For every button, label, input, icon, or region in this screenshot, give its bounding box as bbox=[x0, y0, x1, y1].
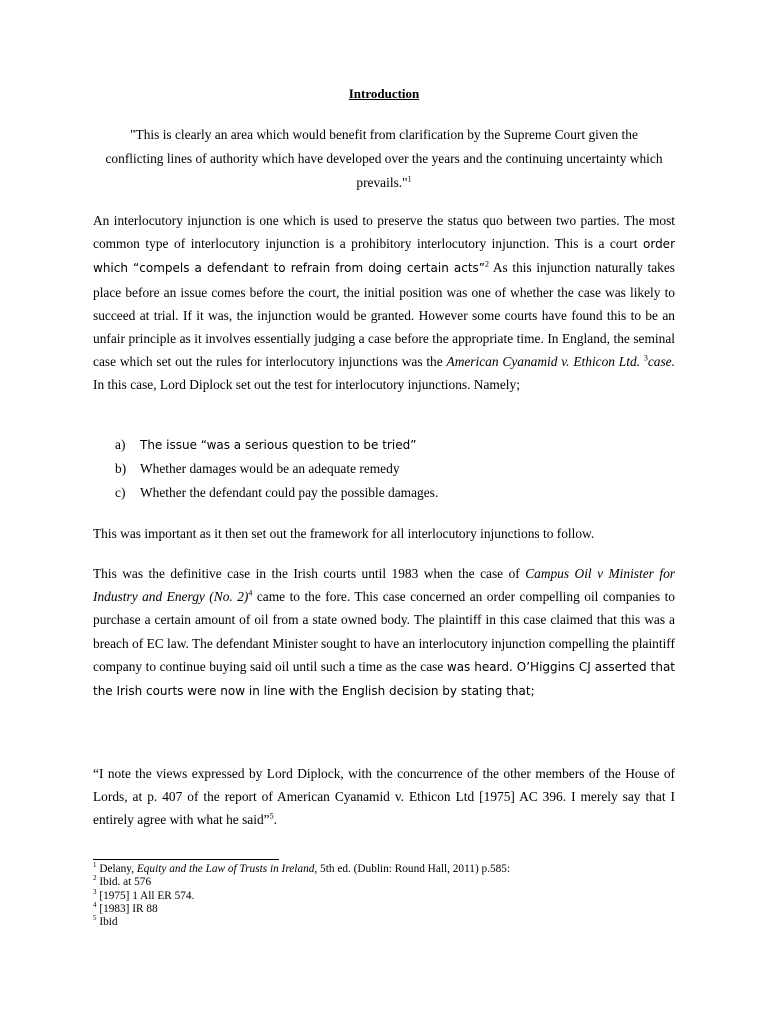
case-suffix: case. bbox=[647, 354, 675, 370]
case-name-american-cyanamid: American Cyanamid v. Ethicon Ltd. bbox=[446, 354, 641, 370]
footnote bbox=[93, 876, 673, 889]
footnote-text: Delany, bbox=[96, 863, 137, 875]
para1-text-c: As this injunction naturally takes place before an issue comes before the court, the initial position was one of whether the case was likely to succeed at trial. If it was, the injunction would be granted. However some courts have found this to be an unfair principle as it involves essentially judging a case before the appropriate time. In England, the seminal case which set out the rules for interlocutory injunctions was the bbox=[93, 260, 675, 370]
footnote bbox=[93, 903, 673, 916]
opening-quote bbox=[100, 123, 668, 195]
para3-text-c: was heard. O’Higgins CJ asserted that the Irish courts were now in line with the English decision by stating that; bbox=[93, 659, 676, 699]
footnotes bbox=[93, 863, 673, 929]
page-title: Introduction bbox=[348, 86, 420, 101]
para1-text-a: An interlocutory injunction is one which is used to preserve the status quo between two parties. The most common type of interlocutory injunction is a prohibitory interlocutory injunction. This is a court bbox=[93, 213, 675, 252]
list-item bbox=[115, 457, 675, 481]
footnote bbox=[93, 887, 673, 903]
case-name-campus-oil: Campus Oil v Minister for Industry and Energy (No. 2) bbox=[93, 566, 675, 605]
footnote-text: [1975] 1 All ER 574. bbox=[96, 889, 195, 902]
list-marker: c) bbox=[115, 485, 126, 500]
footnote-ref-3: 3 bbox=[643, 353, 648, 363]
quote-text: "This is clearly an area which would benefit from clarification by the Supreme Court given the conflicting lines of authority which have developed over the years and the continuing uncertainty which prevails." bbox=[105, 127, 663, 190]
para4-end: . bbox=[273, 812, 277, 828]
footnote-number: 2 bbox=[93, 874, 97, 883]
list-item bbox=[115, 481, 675, 505]
footnote-number: 3 bbox=[93, 887, 97, 896]
para1-text-d: In this case, Lord Diplock set out the test for interlocutory injunctions. Namely; bbox=[93, 377, 520, 393]
test-list bbox=[115, 433, 675, 505]
para3-text-a: This was the definitive case in the Irish courts until 1983 when the case of bbox=[93, 566, 526, 581]
paragraph-2: This was important as it then set out the framework for all interlocutory injunctions to follow. bbox=[93, 526, 595, 541]
paragraph-3 bbox=[93, 562, 675, 703]
list-item-text: Whether damages would be an adequate remedy bbox=[140, 461, 400, 476]
footnote-number: 1 bbox=[93, 861, 97, 870]
list-item-text: Whether the defendant could pay the possible damages. bbox=[140, 485, 439, 500]
footnote-text: , 5th ed. (Dublin: Round Hall, 2011) p.585: bbox=[314, 863, 511, 875]
footnote-title: Equity and the Law of Trusts in Ireland bbox=[136, 863, 315, 875]
footnote-text: [1983] IR 88 bbox=[96, 902, 158, 915]
footnote-number: 4 bbox=[93, 901, 97, 910]
footnote bbox=[93, 916, 673, 929]
footnote-number: 5 bbox=[93, 914, 97, 923]
list-item bbox=[115, 433, 675, 457]
footnote-text: Ibid. at 576 bbox=[96, 876, 152, 889]
para3-text-b: came to the fore. This case concerned an order compelling oil companies to purchase a certain amount of oil from a state owned body. The plaintiff in this case claimed that this was a breach of EC law. The defendant Minister sought to have an interlocutory injunction compelling the plaintiff company to continue buying said oil until such a time as the case bbox=[93, 589, 676, 674]
footnote-ref-2: 2 bbox=[485, 259, 490, 269]
para1-quote: order which “compels a defendant to refrain from doing certain acts” bbox=[93, 237, 675, 276]
list-item-text: The issue “was a serious question to be tried” bbox=[140, 438, 417, 452]
para4-text: “I note the views expressed by Lord Diplock, with the concurrence of the other members of the House of Lords, at p. 407 of the report of American Cyanamid v. Ethicon Ltd [1975] AC 396. I merely say that I entirely agree with what he said” bbox=[93, 766, 675, 828]
footnote-ref-5: 5 bbox=[269, 811, 274, 821]
footnote-text: Ibid bbox=[96, 916, 118, 929]
paragraph-1 bbox=[93, 209, 675, 397]
list-marker: b) bbox=[115, 461, 127, 476]
footnote-ref-1: 1 bbox=[407, 174, 412, 184]
footnote bbox=[93, 863, 673, 876]
list-marker: a) bbox=[115, 437, 126, 452]
paragraph-4-quote bbox=[93, 762, 675, 832]
footnote-ref-4: 4 bbox=[248, 588, 253, 598]
footnote-divider bbox=[93, 859, 279, 860]
